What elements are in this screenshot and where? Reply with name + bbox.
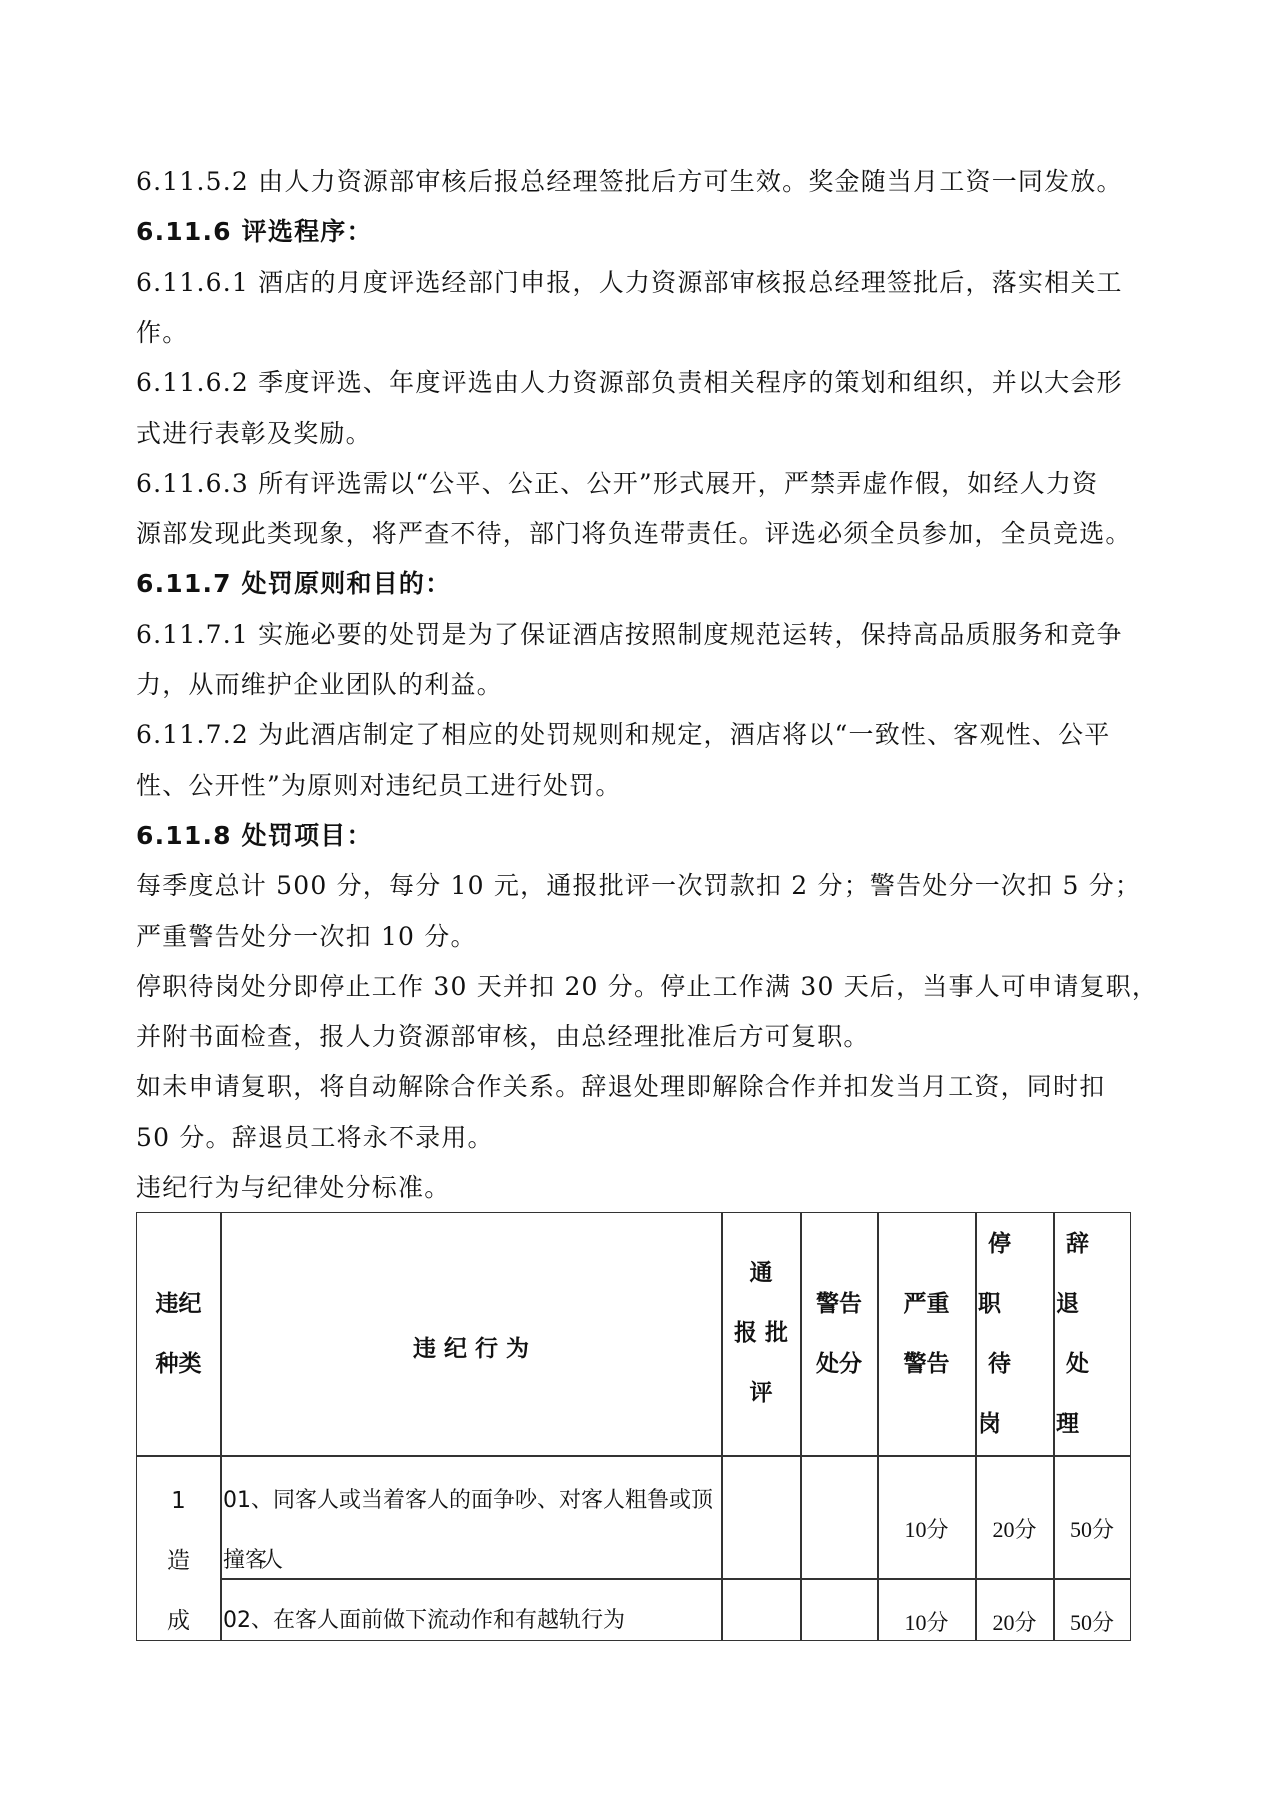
paragraph-line: 严重警告处分一次扣 10 分。 xyxy=(136,921,477,951)
section-heading: 6.11.8 处罚项目： xyxy=(136,820,373,850)
discipline-table xyxy=(136,1212,1131,1641)
paragraph-line: 6.11.7.1 实施必要的处罚是为了保证酒店按照制度规范运转，保持高品质服务和竞争 xyxy=(136,619,1123,649)
table-row-1-serious: 10分 xyxy=(904,1517,949,1542)
paragraph-line: 违纪行为与纪律处分标准。 xyxy=(136,1173,451,1202)
paragraph-line: 6.11.6.3 所有评选需以“公平、公正、公开”形式展开，严禁弄虚作假，如经人力资 xyxy=(136,468,1099,498)
paragraph-line: 如未申请复职，将自动解除合作关系。辞退处理即解除合作并扣发当月工资，同时扣 xyxy=(136,1072,1106,1102)
header-text: 退 xyxy=(1056,1291,1079,1317)
header-text: 警告 xyxy=(816,1291,862,1317)
header-text: 处分 xyxy=(816,1351,862,1377)
paragraph-line: 并附书面检查，报人力资源部审核，由总经理批准后方可复职。 xyxy=(136,1022,870,1052)
paragraph-line: 源部发现此类现象，将严查不待，部门将负连带责任。评选必须全员参加，全员竞选。 xyxy=(136,519,1132,549)
header-text: 处 xyxy=(1066,1351,1089,1377)
paragraph-line: 50 分。辞退员工将永不录用。 xyxy=(136,1122,494,1152)
header-text: 种类 xyxy=(155,1351,202,1377)
category-text: 成 xyxy=(167,1608,190,1634)
paragraph-line: 式进行表彰及奖励。 xyxy=(136,418,372,448)
section-heading: 6.11.7 处罚原则和目的： xyxy=(136,569,452,599)
behavior-text: 人 xyxy=(261,1548,284,1573)
header-text: 辞 xyxy=(1066,1231,1089,1257)
behavior-text: 02、在客人面前做下流动作和有越轨行为 xyxy=(223,1608,625,1633)
table-row-2-serious: 10分 xyxy=(904,1610,949,1635)
paragraph-line: 6.11.6.2 季度评选、年度评选由人力资源部负责相关程序的策划和组织，并以大会形 xyxy=(136,368,1123,398)
header-suspend xyxy=(976,1214,1053,1454)
header-text: 评 xyxy=(749,1380,773,1406)
table-row-1-suspend: 20分 xyxy=(992,1517,1037,1542)
header-notice xyxy=(722,1243,800,1423)
table-row-2-dismiss: 50分 xyxy=(1069,1610,1114,1635)
header-text: 严重 xyxy=(903,1291,950,1317)
section-heading: 6.11.6 评选程序： xyxy=(136,217,373,247)
category-label xyxy=(137,1471,220,1651)
table-row-2-suspend: 20分 xyxy=(992,1610,1037,1635)
category-text: 1 xyxy=(171,1488,186,1514)
header-text: 停 xyxy=(988,1231,1011,1257)
table-row-1-behavior xyxy=(223,1471,721,1591)
header-behavior: 违 纪 行 为 xyxy=(412,1336,530,1362)
paragraph-line: 作。 xyxy=(136,317,189,347)
paragraph-line: 停职待岗处分即停止工作 30 天并扣 20 分。停止工作满 30 天后，当事人可申请复职， xyxy=(136,971,1159,1001)
header-serious-warning xyxy=(878,1274,975,1394)
header-text: 理 xyxy=(1056,1411,1079,1437)
paragraph-line: 性、公开性”为原则对违纪员工进行处罚。 xyxy=(136,770,622,800)
header-text: 报 批 xyxy=(733,1320,788,1346)
paragraph-line: 每季度总计 500 分，每分 10 元，通报批评一次罚款扣 2 分；警告处分一次扣 5 分； xyxy=(136,871,1142,901)
header-warning xyxy=(801,1274,877,1394)
header-text: 警告 xyxy=(903,1351,950,1377)
header-text: 职 xyxy=(978,1291,1001,1317)
header-category xyxy=(137,1274,220,1394)
paragraph-line: 6.11.5.2 由人力资源部审核后报总经理签批后方可生效。奖金随当月工资一同发放。 xyxy=(136,167,1123,196)
paragraph-line: 力，从而维护企业团队的利益。 xyxy=(136,670,503,699)
paragraph-line: 6.11.6.1 酒店的月度评选经部门申报，人力资源部审核报总经理签批后，落实相关工 xyxy=(136,267,1123,297)
table-row-1-dismiss: 50分 xyxy=(1069,1517,1114,1542)
header-text: 待 xyxy=(988,1351,1011,1377)
header-text: 岗 xyxy=(978,1411,1001,1437)
header-dismiss xyxy=(1054,1214,1130,1454)
header-text: 违纪 xyxy=(155,1291,202,1317)
table-row-2-behavior xyxy=(223,1591,721,1651)
paragraph-line: 6.11.7.2 为此酒店制定了相应的处罚规则和规定，酒店将以“一致性、客观性、公平 xyxy=(136,720,1111,750)
header-text: 通 xyxy=(749,1260,773,1286)
category-text: 造 xyxy=(167,1548,190,1574)
behavior-text: 01、同客人或当着客人的面争吵、对客人粗鲁或顶撞客 xyxy=(223,1488,713,1573)
